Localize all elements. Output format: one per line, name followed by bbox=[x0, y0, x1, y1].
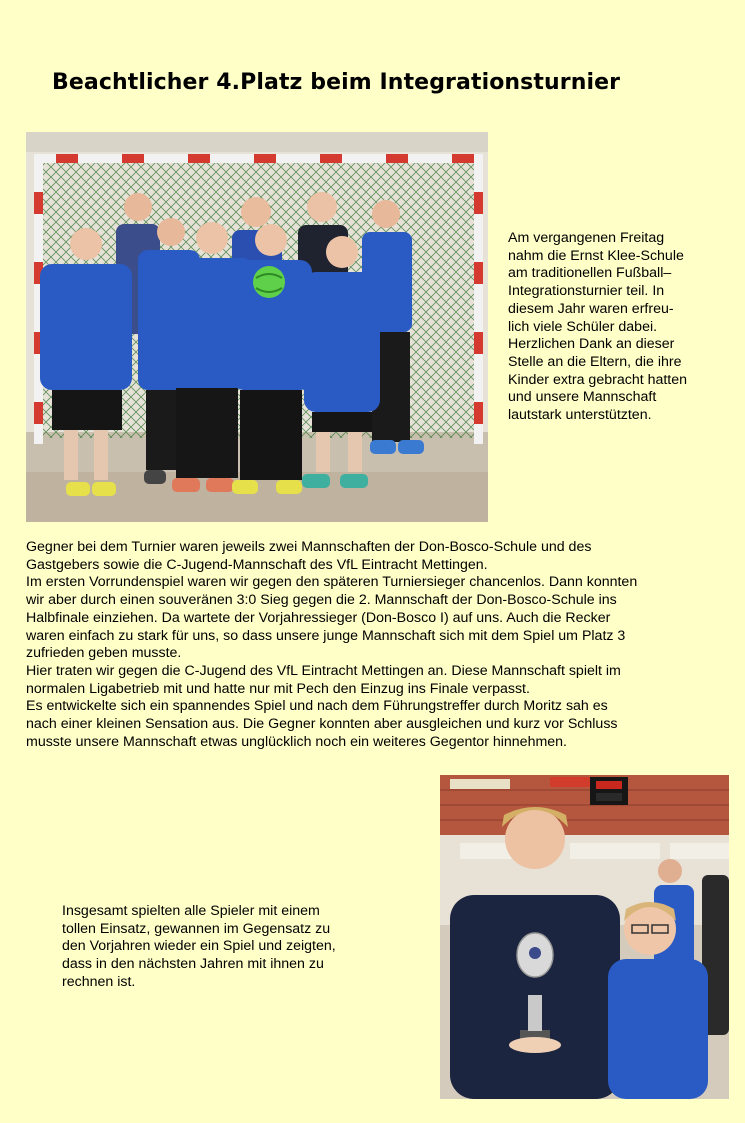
text-line: nach einer kleinen Sensation aus. Die Gegner konnten aber ausgleichen und kurz vor Schluss bbox=[26, 716, 618, 733]
text-line: Hier traten wir gegen die C-Jugend des VfL Eintracht Mettingen an. Diese Mannschaft spielt im bbox=[26, 662, 621, 679]
text-line: musste unsere Mannschaft etwas unglücklich noch ein weiteres Gegentor hinnehmen. bbox=[26, 733, 568, 750]
text-line: Stelle an die Eltern, die ihre bbox=[508, 353, 682, 370]
text-line: lautstark unterstützten. bbox=[508, 407, 652, 424]
text-line: rechnen ist. bbox=[62, 973, 136, 990]
text-line: Gegner bei dem Turnier waren jeweils zwei Mannschaften der Don-Bosco-Schule und des bbox=[26, 539, 592, 555]
text-line: den Vorjahren wieder ein Spiel und zeigten, bbox=[62, 938, 336, 955]
main-text bbox=[26, 539, 726, 751]
team-photo-image bbox=[26, 132, 488, 522]
text-line: Kinder extra gebracht hatten bbox=[508, 371, 688, 388]
text-line: am traditionellen Fußball– bbox=[508, 265, 672, 282]
text-line: Im ersten Vorrundenspiel waren wir gegen den späteren Turniersieger chancenlos. Dann konnten bbox=[26, 574, 638, 591]
trophy-photo bbox=[440, 775, 729, 1099]
text-line: Halbfinale einziehen. Da wartete der Vorjahressieger (Don-Bosco I) auf uns. Auch die Recker bbox=[26, 609, 611, 626]
text-line: und unsere Mannschaft bbox=[508, 389, 657, 406]
text-line: Am vergangenen Freitag bbox=[508, 230, 665, 246]
text-line: wir aber durch einen souveränen 3:0 Sieg gegen die 2. Mannschaft der Don-Bosco-Schule ins bbox=[26, 592, 617, 609]
text-line: waren einfach zu stark für uns, so dass unsere junge Mannschaft sich mit dem Spiel um Platz 3 bbox=[26, 627, 626, 644]
text-line: Es entwickelte sich ein spannendes Spiel und nach dem Führungstreffer durch Moritz sah es bbox=[26, 698, 608, 715]
text-line: tollen Einsatz, gewannen im Gegensatz zu bbox=[62, 920, 331, 937]
text-line: zufrieden geben musste. bbox=[26, 645, 182, 662]
text-line: normalen Ligabetrieb mit und hatte nur mit Pech den Einzug ins Finale verpasst. bbox=[26, 680, 530, 697]
text-line: Integrationsturnier teil. In bbox=[508, 283, 665, 300]
article-title: Beachtlicher 4.Platz beim Integrationsturnier bbox=[52, 69, 621, 95]
text-line: dass in den nächsten Jahren mit ihnen zu bbox=[62, 956, 324, 973]
text-line: nahm die Ernst Klee-Schule bbox=[508, 247, 684, 264]
text-line: Herzlichen Dank an dieser bbox=[508, 336, 675, 353]
side-text bbox=[508, 230, 687, 425]
text-line: Insgesamt spielten alle Spieler mit einem bbox=[62, 903, 320, 919]
trophy-photo-image bbox=[440, 775, 729, 1099]
text-line: Gastgebers sowie die C-Jugend-Mannschaft des VfL Eintracht Mettingen. bbox=[26, 556, 488, 573]
text-line: diesem Jahr waren erfreu- bbox=[508, 300, 674, 317]
text-line: lich viele Schüler dabei. bbox=[508, 318, 658, 335]
bottom-text bbox=[62, 903, 336, 992]
team-photo bbox=[26, 132, 488, 522]
